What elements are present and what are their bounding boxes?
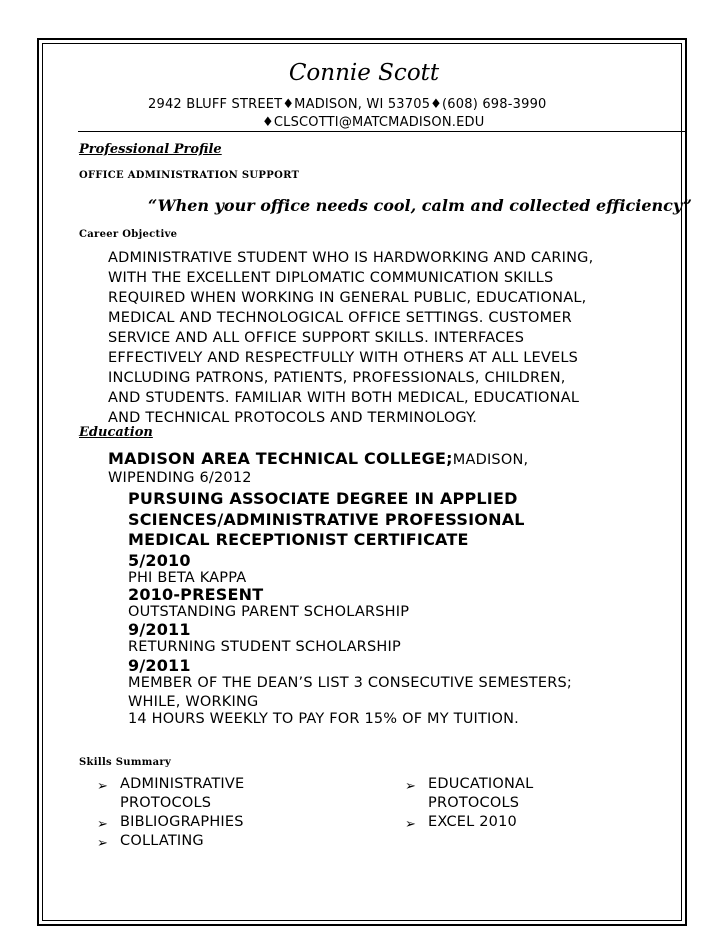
skill-label: COLLATING xyxy=(120,833,204,849)
degree-line-2: SCIENCES/ADMINISTRATIVE PROFESSIONAL xyxy=(128,510,525,529)
education-heading: Education xyxy=(79,425,153,440)
arrow-bullet-icon: ➢ xyxy=(405,778,416,793)
skill-label: EXCEL 2010 xyxy=(428,814,517,830)
profile-quote: “When your office needs cool, calm and collected efficiency” xyxy=(148,196,692,215)
education-pending: WIPENDING 6/2012 xyxy=(108,470,252,486)
education-entry-date: 9/2011 xyxy=(128,620,191,639)
objective-line: SERVICE AND ALL OFFICE SUPPORT SKILLS. INTERFACES xyxy=(108,330,525,346)
skills-summary-heading: Skills Summary xyxy=(79,757,172,768)
education-extra-line: WHILE, WORKING xyxy=(128,694,259,710)
arrow-bullet-icon: ➢ xyxy=(97,835,108,850)
skill-label: EDUCATIONAL xyxy=(428,776,534,792)
arrow-bullet-icon: ➢ xyxy=(97,778,108,793)
education-extra-line: 14 HOURS WEEKLY TO PAY FOR 15% OF MY TUITION. xyxy=(128,711,519,727)
skill-item xyxy=(405,777,416,795)
profile-subheading: OFFICE ADMINISTRATION SUPPORT xyxy=(79,170,300,181)
objective-line: REQUIRED WHEN WORKING IN GENERAL PUBLIC, EDUCATIONAL, xyxy=(108,290,587,306)
skill-label-continuation: PROTOCOLS xyxy=(428,795,520,811)
objective-line: ADMINISTRATIVE STUDENT WHO IS HARDWORKING AND CARING, xyxy=(108,250,594,266)
certificate-name: MEDICAL RECEPTIONIST CERTIFICATE xyxy=(128,530,469,549)
objective-line: EFFECTIVELY AND RESPECTFULLY WITH OTHERS AT ALL LEVELS xyxy=(108,350,579,366)
objective-line: MEDICAL AND TECHNOLOGICAL OFFICE SETTINGS. CUSTOMER xyxy=(108,310,572,326)
school-location: MADISON, xyxy=(452,452,529,468)
education-entry-text: OUTSTANDING PARENT SCHOLARSHIP xyxy=(128,604,410,620)
resume-name: Connie Scott xyxy=(288,60,440,86)
objective-line: INCLUDING PATRONS, PATIENTS, PROFESSIONALS, CHILDREN, xyxy=(108,370,566,386)
school-name: MADISON AREA TECHNICAL COLLEGE; xyxy=(108,449,453,468)
education-entry-date: 2010-PRESENT xyxy=(128,585,264,604)
skill-item xyxy=(97,815,108,833)
header-divider xyxy=(78,131,686,132)
skill-label: BIBLIOGRAPHIES xyxy=(120,814,244,830)
education-entry-text: RETURNING STUDENT SCHOLARSHIP xyxy=(128,639,401,655)
education-school-line xyxy=(108,449,528,469)
education-entry-date: 9/2011 xyxy=(128,656,191,675)
objective-line: WITH THE EXCELLENT DIPLOMATIC COMMUNICATION SKILLS xyxy=(108,270,554,286)
degree-line-1: PURSUING ASSOCIATE DEGREE IN APPLIED xyxy=(128,489,518,508)
skill-item xyxy=(97,777,108,795)
skill-item xyxy=(405,815,416,833)
skill-label: ADMINISTRATIVE xyxy=(120,776,245,792)
contact-email: ♦CLSCOTTI@MATCMADISON.EDU xyxy=(262,115,485,130)
education-entry-text: PHI BETA KAPPA xyxy=(128,570,247,586)
skill-item xyxy=(97,834,108,852)
objective-line: AND STUDENTS. FAMILIAR WITH BOTH MEDICAL, EDUCATIONAL xyxy=(108,390,580,406)
arrow-bullet-icon: ➢ xyxy=(405,816,416,831)
career-objective-heading: Career Objective xyxy=(79,229,178,240)
arrow-bullet-icon: ➢ xyxy=(97,816,108,831)
contact-address-phone: 2942 BLUFF STREET♦MADISON, WI 53705♦(608) 698-3990 xyxy=(148,97,547,112)
professional-profile-heading: Professional Profile xyxy=(79,142,222,157)
skill-label-continuation: PROTOCOLS xyxy=(120,795,212,811)
objective-line: AND TECHNICAL PROTOCOLS AND TERMINOLOGY. xyxy=(108,410,478,426)
education-entry-text: MEMBER OF THE DEAN’S LIST 3 CONSECUTIVE SEMESTERS; xyxy=(128,675,572,691)
education-entry-date: 5/2010 xyxy=(128,551,191,570)
